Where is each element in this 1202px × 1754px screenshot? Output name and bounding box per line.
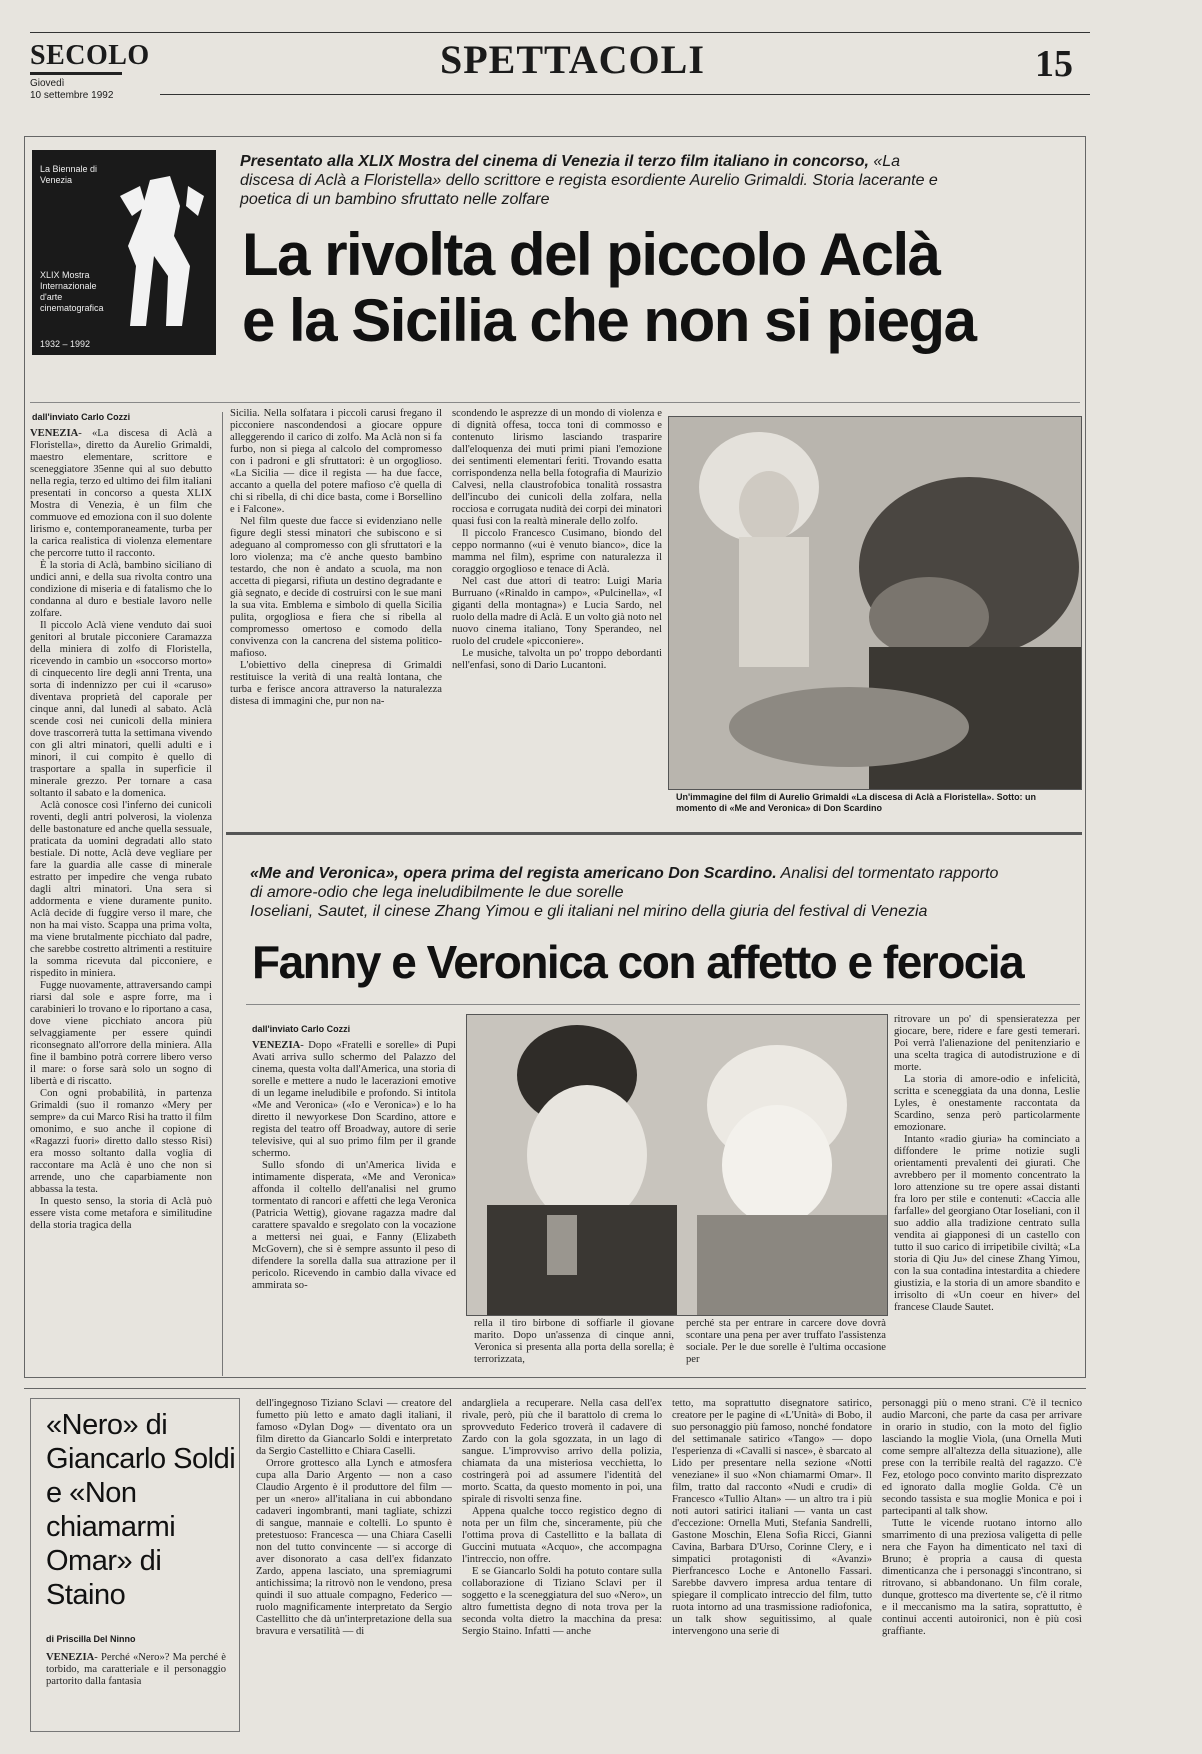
article3-col1-para-1 bbox=[46, 1652, 226, 1688]
article3-col3-para-1: andargliela a recuperare. Nella casa dell'ex rivale, però, più che il barattolo di crema lo sprovveduto Federico troverà il cadavere di Zardo con la gola sgozzata, in un lago di sangue. L'improvviso arrivo della polizia, chiamata da una misteriosa vecchietta, lo costringerà poi ad assumere l'identità del morto. Scatta, da questo momento in poi, una spirale di risvolti senza fine. bbox=[462, 1398, 662, 1505]
article-separator bbox=[226, 832, 1082, 835]
article1-col1-para-3: Il piccolo Aclà viene venduto dai suoi genitori al brutale picconiere Caramazza della miniera di zolfo di Floristella, ricevendo in cambio un «soccorso morto» di cinquecento lire degli anni Trenta, una sorta di indennizzo per cui il «caruso» diventava proprietà del caporale per cinque anni, dal lunedì al sabato. Aclà scende così nei cunicoli della miniera dove trascorrerà tutta la settimana vivendo con gli altri minatori, quelli adulti e i minori, il cui compito è quello di trasportare a spalla in superficie il minerale grezzo. Per tornare a casa soltanto il sabato e la domenica. bbox=[30, 620, 212, 799]
article1-col2-para-2: Nel film queste due facce si evidenziano nelle figure degli stessi minatori che subiscono e si adeguano al compromesso con gli sfruttatori e la loro violenza; ma c'è anche questo bambino testardo, che non è andato a scuola, ma non accetta di piegarsi, rifiuta un destino degradante e già segnato, e decide di costruirsi con le sue mani la sua vita. Emblema e simbolo di quella Sicilia pulita, orgogliosa e fiera che si ribella al compromesso omertoso e comodo della convivenza con la cancrena del sistema politico-mafioso. bbox=[230, 516, 442, 659]
article1-col3-para-2: Il piccolo Francesco Cusimano, biondo del ceppo normanno («ui è venuto bianco», dice la mamma nel film), esprime con naturalezza il coraggio orgoglioso e tenace di Aclà. bbox=[452, 528, 662, 575]
article1-photo-caption: Un'immagine del film di Aurelio Grimaldi «La discesa di Aclà a Floristella». Sotto: un momento di «Me and Veronica» di Don Scardino bbox=[676, 792, 1037, 813]
biennale-name: La Biennale di Venezia bbox=[40, 164, 98, 185]
article2-col3-para-1: perché sta per entrare in carcere dove dovrà scontare una pena per aver truffato l'assistenza sociale. Per le due sorelle è l'ultima occasione per bbox=[686, 1318, 886, 1365]
article1-column-1 bbox=[30, 428, 212, 1376]
dateline-day: Giovedì bbox=[30, 78, 65, 89]
article1-column-3 bbox=[452, 408, 662, 820]
article1-col2-para-1: Sicilia. Nella solfatara i piccoli carusi fregano il picconiere nascondendosi a giocare oppure alleggerendo il carico di zolfo. Ma Aclà non si fa furbo, non si piega al calcolo del compromesso con i padroni e gli sfruttatori: è un orgoglioso. «La Sicilia — dice il regista — ha due facce, accanto a quella del potere mafioso c'è quella di chi si ribella, di chi dice basta, come i Borsellino e i Falcone». bbox=[230, 408, 442, 515]
article3-column-1 bbox=[46, 1652, 226, 1726]
article2-kicker-bold: «Me and Veronica», opera prima del regista americano Don Scardino. bbox=[250, 865, 777, 882]
photo-scene-graphic bbox=[669, 417, 1081, 789]
article2-headline: Fanny e Veronica con affetto e ferocia bbox=[252, 936, 1024, 988]
column-rule bbox=[222, 412, 223, 1376]
article2-kicker-rest: Analisi del tormentato rapporto di amore-odio che lega ineludibilmente le due sorelle bbox=[250, 865, 999, 901]
article1-col3-para-3: Nel cast due attori di teatro: Luigi Maria Burruano («Rinaldo in campo», «Pulcinella», «I giganti della montagna») e Lucia Sardo, nel ruolo della madre di Aclà. E un volto già noto nel nuovo cinema italiano, Tony Sperandeo, nel ruolo del crudele «picconiere». bbox=[452, 576, 662, 647]
article2-divider bbox=[246, 1004, 1080, 1005]
article3-col2-para-2: Orrore grottesco alla Lynch e atmosfera cupa alla Dario Argento — non a caso Claudio Argento è il produttore del film — per un «nero» all'italiana in cui abbondano cadaveri ingombranti, mani tagliate, schizzi di sangue, mannaie e coltelli. Lo spunto è pretestuoso: Francesca — una Chiara Caselli non del tutto convincente — si accorge di aver disonorato a casa dell'ex fidanzato Zardo, appena lasciato, una spremiagrumi antichissima; la ritrovò non le vendono, presa quindi il suo attuale compagno, Federico — ruolo magnificamente interpretato da Sergio Castellitto che dà un'interpretazione della sua bravura e versatilità — di bbox=[256, 1458, 452, 1637]
article1-photo bbox=[668, 416, 1082, 790]
article2-col4-para-3: Intanto «radio giuria» ha cominciato a diffondere le prime notizie sugli orientamenti prevalenti dei giurati. Che avrebbero per il momento concentrato la loro attenzione su tre opere assai distanti fra loro per stile e contenuti: «Caccia alle farfalle» del georgiano Otar Ioseliani, con il suo addio alla tradizione centrato sulla vendita ai giapponesi di un castello con tutto il suo carico di irripetibile civiltà; «La storia di Qiu Ju» del cinese Zhang Yimou, con la sua contadina intestardita a chiedere giustizia, e la storia di un amore sbandito e irrisolto di «Un coeur en hiver» del francese Claude Sautet. bbox=[894, 1134, 1080, 1313]
article1-kicker-rest: «La discesa di Aclà a Floristella» dello scrittore e regista esordiente Aurelio Grimaldi. Storia lacerante e poetica di un bambino sfruttato nelle zolfare bbox=[240, 153, 938, 208]
article3-col3-para-2: Appena qualche tocco registico degno di nota per un film che, sinceramente, più che l'ottima prova di Castellitto e la ballata di Guccini mutuata «Acquo», che accompagna l'intreccio, non offre. bbox=[462, 1506, 662, 1565]
article3-col5-para-2: Tutte le vicende ruotano intorno allo smarrimento di una preziosa valigetta di pelle nera che Fayon ha dimenticato nel taxi di Bruno; è propria a causa di questa dimenticanza che i personaggi s'incontrano, si ritrovano, si abbandonano. Un film corale, dunque, grottesco ma divertente se, c'è il ritmo e il meccanismo ma la satira, soprattutto, è continui accenti autoironici, non è più così graffiante. bbox=[882, 1518, 1082, 1637]
logo-underline bbox=[30, 72, 122, 75]
article3-headline: «Nero» di Giancarlo Soldi e «Non chiamarmi Omar» di Staino bbox=[46, 1409, 236, 1611]
article2-col1-text-1: - Dopo «Fratelli e sorelle» di Pupi Avati arriva sullo schermo del Palazzo del cinema, questa volta dall'America, una storia di sorelle e mettere a nudo le lacerazioni emotive di un legame ineludibile e profondo. Si intitola «Me and Veronica» («Io e Veronica») e lo ha diretto il newyorkese Don Scardino, attore e regista del teatro off Broadway, autore di serie televisive, qui al suo primo film per il grande schermo. bbox=[252, 1040, 456, 1159]
article1-col3-para-4: Le musiche, talvolta un po' troppo debordanti nell'enfasi, sono di Dario Lucantoni. bbox=[452, 648, 662, 671]
page-number: 15 bbox=[1035, 43, 1073, 85]
article2-byline: dall'inviato Carlo Cozzi bbox=[252, 1024, 351, 1034]
article2-column-4 bbox=[894, 1014, 1080, 1376]
article3-city: VENEZIA bbox=[46, 1652, 95, 1663]
article1-kicker-bold: Presentato alla XLIX Mostra del cinema di Venezia il terzo film italiano in concorso, bbox=[240, 153, 869, 170]
section-title: SPETTACOLI bbox=[440, 37, 705, 82]
article1-divider bbox=[30, 402, 1080, 403]
article2-kicker-line3: Ioseliani, Sautet, il cinese Zhang Yimou e gli italiani nel mirino della giuria del festival di Venezia bbox=[250, 903, 928, 920]
article2-col4-para-2: La storia di amore-odio e infelicità, scritta e sceneggiata da una donna, Leslie Lyles, è onestamente raccontata da Scardino, senza però particolarmente emozionare. bbox=[894, 1074, 1080, 1133]
article2-column-1 bbox=[252, 1040, 456, 1376]
article1-byline: dall'inviato Carlo Cozzi bbox=[32, 412, 131, 422]
biennale-event: XLIX Mostra Internazionale d'arte cinematografica bbox=[40, 270, 104, 313]
article2-column-2 bbox=[474, 1318, 674, 1376]
article1-city: VENEZIA bbox=[30, 428, 79, 439]
article1-col1-para-2: È la storia di Aclà, bambino siciliano di undici anni, e della sua rivolta contro una condizione di miseria e di fatalismo che lo condanna al duro e bestiale lavoro nelle zolfare. bbox=[30, 560, 212, 619]
article3-column-2 bbox=[256, 1398, 452, 1730]
article3-col2-para-1: dell'ingegnoso Tiziano Sclavi — creatore del fumetto più letto e amato dagli italiani, il famoso «Dylan Dog» — diventato ora un film diretto da Giancarlo Soldi e interpretato da Sergio Castellitto e Chiara Caselli. bbox=[256, 1398, 452, 1457]
article1-headline-line2: e la Sicilia che non si piega bbox=[242, 287, 976, 354]
top-rule bbox=[30, 32, 1090, 33]
article3-col1-text-1: - Perché «Nero»? Ma perché è torbido, ma caratteriale e il personaggio partorito dalla fantasia bbox=[46, 1652, 226, 1687]
article1-col2-para-3: L'obiettivo della cinepresa di Grimaldi restituisce la verità di una realtà lontana, che turba e ferisce ancora attraverso la naturalezza distesa di immagini che, pur non na- bbox=[230, 660, 442, 707]
masthead-bottom-rule bbox=[160, 94, 1090, 95]
photo-sisters-graphic bbox=[467, 1015, 887, 1315]
article1-headline bbox=[242, 222, 1092, 354]
article1-col1-para-7: In questo senso, la storia di Aclà può essere vista come metafora e similitudine della storia tragica della bbox=[30, 1196, 212, 1231]
article3-col4-para-1: tetto, ma soprattutto disegnatore satirico, creatore per le pagine di «L'Unità» di Bobo, il suo personaggio più famoso, nonché fondatore del settimanale satirico «Tango» — dopo l'esperienza di «Cavalli si nasce», è sbarcato al Lido per presentare nella sezione «Notti veneziane» il suo «Non chiamarmi Omar». Il film, tratto dal racconto «Nudi e crudi» di Francesco «Tullio Altan» — un altro tra i più noti autori satirici italiani — vanta un cast d'eccezione: Ornella Muti, Stefania Sandrelli, Gastone Moschin, Elena Sofia Ricci, Gianni Cavina, Barbara D'Urso, Corinne Clery, e i simpatici protagonisti di «Avanzi» Pierfrancesco Loche e Antonello Fassari. Sarebbe davvero impresa ardua tentare di spiegare il complicato intreccio del film, tutto ruota intorno ad una trasmissione radiofonica, un talk show seguitissimo, al quale intervengono una serie di bbox=[672, 1398, 872, 1637]
article1-col1-para-1 bbox=[30, 428, 212, 560]
biennale-logo-box bbox=[32, 150, 216, 355]
article3-column-5 bbox=[882, 1398, 1082, 1730]
article1-col1-para-5: Fugge nuovamente, attraversando campi riarsi dal sole e aspre forre, ma i carabinieri lo trovano e lo riportano a casa, dove viene picchiato ancora più selvaggiamente per essere quindi riconsegnato all'orrore della miniera. Alla fine il bambino potrà correre libero verso il mare: o forse sarà solo un sogno di libertà e di riscatto. bbox=[30, 980, 212, 1087]
article1-col1-para-4: Aclà conosce così l'inferno dei cunicoli roventi, degli antri polverosi, la violenza delle bastonature ed anche quella sessuale, praticata da uomini degradati allo stato bestiale. Di notte, Aclà deve vegliare per fare la guardia alle casse di minerale estratto per impedire che venga rubato dagli altri minatori. Una sera si addormenta e viene duramente punito. Aclà decide di fuggire verso il mare, che non ha mai visto. Scappa una prima volta, ma viene brutalmente picchiato dal padre, che sarebbe costretto altrimenti a restituire la somma ricevuta dal picconiere, e rispedito in miniera. bbox=[30, 800, 212, 979]
biennale-figure-graphic bbox=[110, 176, 206, 326]
article3-column-3 bbox=[462, 1398, 662, 1730]
bottom-section-rule bbox=[24, 1388, 1086, 1389]
article3-col3-para-3: E se Giancarlo Soldi ha potuto contare sulla collaborazione di Tiziano Sclavi per il soggetto e la sceneggiatura del suo «Nero», un altro fumettista degno di nota trova per la seconda volta dietro la macchina da presa: Sergio Staino. Infatti — anche bbox=[462, 1566, 662, 1637]
article1-kicker bbox=[240, 152, 940, 209]
article3-column-4 bbox=[672, 1398, 872, 1730]
biennale-years: 1932 – 1992 bbox=[40, 339, 91, 349]
article1-col3-para-1: scondendo le asprezze di un mondo di violenza e di dignità offesa, tocca toni di commosso e contenuto lirismo lasciando trasparire dall'eloquenza dei muti primi piani l'emozione dei sentimenti elementari feriti. Trovando esatta corrispondenza nella bella fotografia di Maurizio Calvesi, nella claustrofobica tonalità rossastra dell'incubo dei cunicoli della zolfara, nella rocciosa e corrugata nudità dei corpi dei minatori quasi fusi con la realtà minerale dello zolfo. bbox=[452, 408, 662, 527]
article2-column-3 bbox=[686, 1318, 886, 1376]
article2-col4-para-1: ritrovare un po' di spensieratezza per giocare, bere, ridere e fare gesti temerari. Poi verrà l'alienazione del penitenziario e una scelta tragica di autodistruzione e di morte. bbox=[894, 1014, 1080, 1073]
article1-column-2 bbox=[230, 408, 442, 820]
article3-byline: di Priscilla Del Ninno bbox=[46, 1634, 136, 1644]
article2-col1-para-2: Sullo sfondo di un'America livida e intimamente disperata, «Me and Veronica» affonda il coltello dell'analisi nel grumo tormentato di rancori e affetti che lega Veronica (Patricia Wettig), giovane ragazza madre dal carattere spavaldo e sregolato con la vocazione a mettersi nei guai, e Fanny (Elizabeth McGovern), che si è sempre assunto il peso di difendere la sorella dalla sua attrazione per il pericolo. Ricevendo in cambio dalla vivace ed ammirata so- bbox=[252, 1160, 456, 1291]
article2-photo bbox=[466, 1014, 888, 1316]
newspaper-logo: SECOLO bbox=[30, 40, 150, 71]
article3-col5-para-1: personaggi più o meno strani. C'è il tecnico audio Marconi, che parte da casa per arrivare in orario in studio, con la moto del figlio lasciando la moglie Viola, (una Ornella Muti come sempre all'altezza della situazione), alle prese con la terribile realtà del ragazzo. C'è Fez, etologo poco convinto marito disprezzato ed ignorato dalla moglie Golda. C'è un secondo tassista e sua moglie Monica e poi i partecipanti al talk show. bbox=[882, 1398, 1082, 1517]
dateline-date: 10 settembre 1992 bbox=[30, 90, 114, 101]
dateline bbox=[30, 78, 150, 102]
article2-kicker bbox=[250, 864, 1010, 921]
article1-headline-line1: La rivolta del piccolo Aclà bbox=[242, 221, 940, 288]
article1-col1-text-1: - «La discesa di Aclà a Floristella», diretto da Aurelio Grimaldi, maestro elementare, scrittore e sceneggiatore 35enne qui al suo debutto nella regia, terzo ed ultimo dei film italiani presentati in concorso a questa XLIX Mostra di Venezia, è un film che commuove ed emoziona con il suo dolente lirismo e, contemporaneamente, turba per la carica realistica di violenza elementare che percorre tutto il racconto. bbox=[30, 428, 212, 559]
article2-col1-para-1 bbox=[252, 1040, 456, 1160]
article2-col2-para-1: rella il tiro birbone di soffiarle il giovane marito. Dopo un'assenza di cinque anni, Veronica si presenta alla porta della sorella; è terrorizzata, bbox=[474, 1318, 674, 1365]
article2-city: VENEZIA bbox=[252, 1040, 301, 1051]
article1-col1-para-6: Con ogni probabilità, in partenza Grimaldi (suo il romanzo «Mery per sempre» da cui Marco Risi ha tratto il film omonimo, e suo anche il copione di «Ragazzi fuori» diretto dallo stesso Risi) era mosso soltanto dalla voglia di raccontare ma Aclà è uno che non si arrende, uno che caparbiamente non abbassa la testa. bbox=[30, 1088, 212, 1195]
